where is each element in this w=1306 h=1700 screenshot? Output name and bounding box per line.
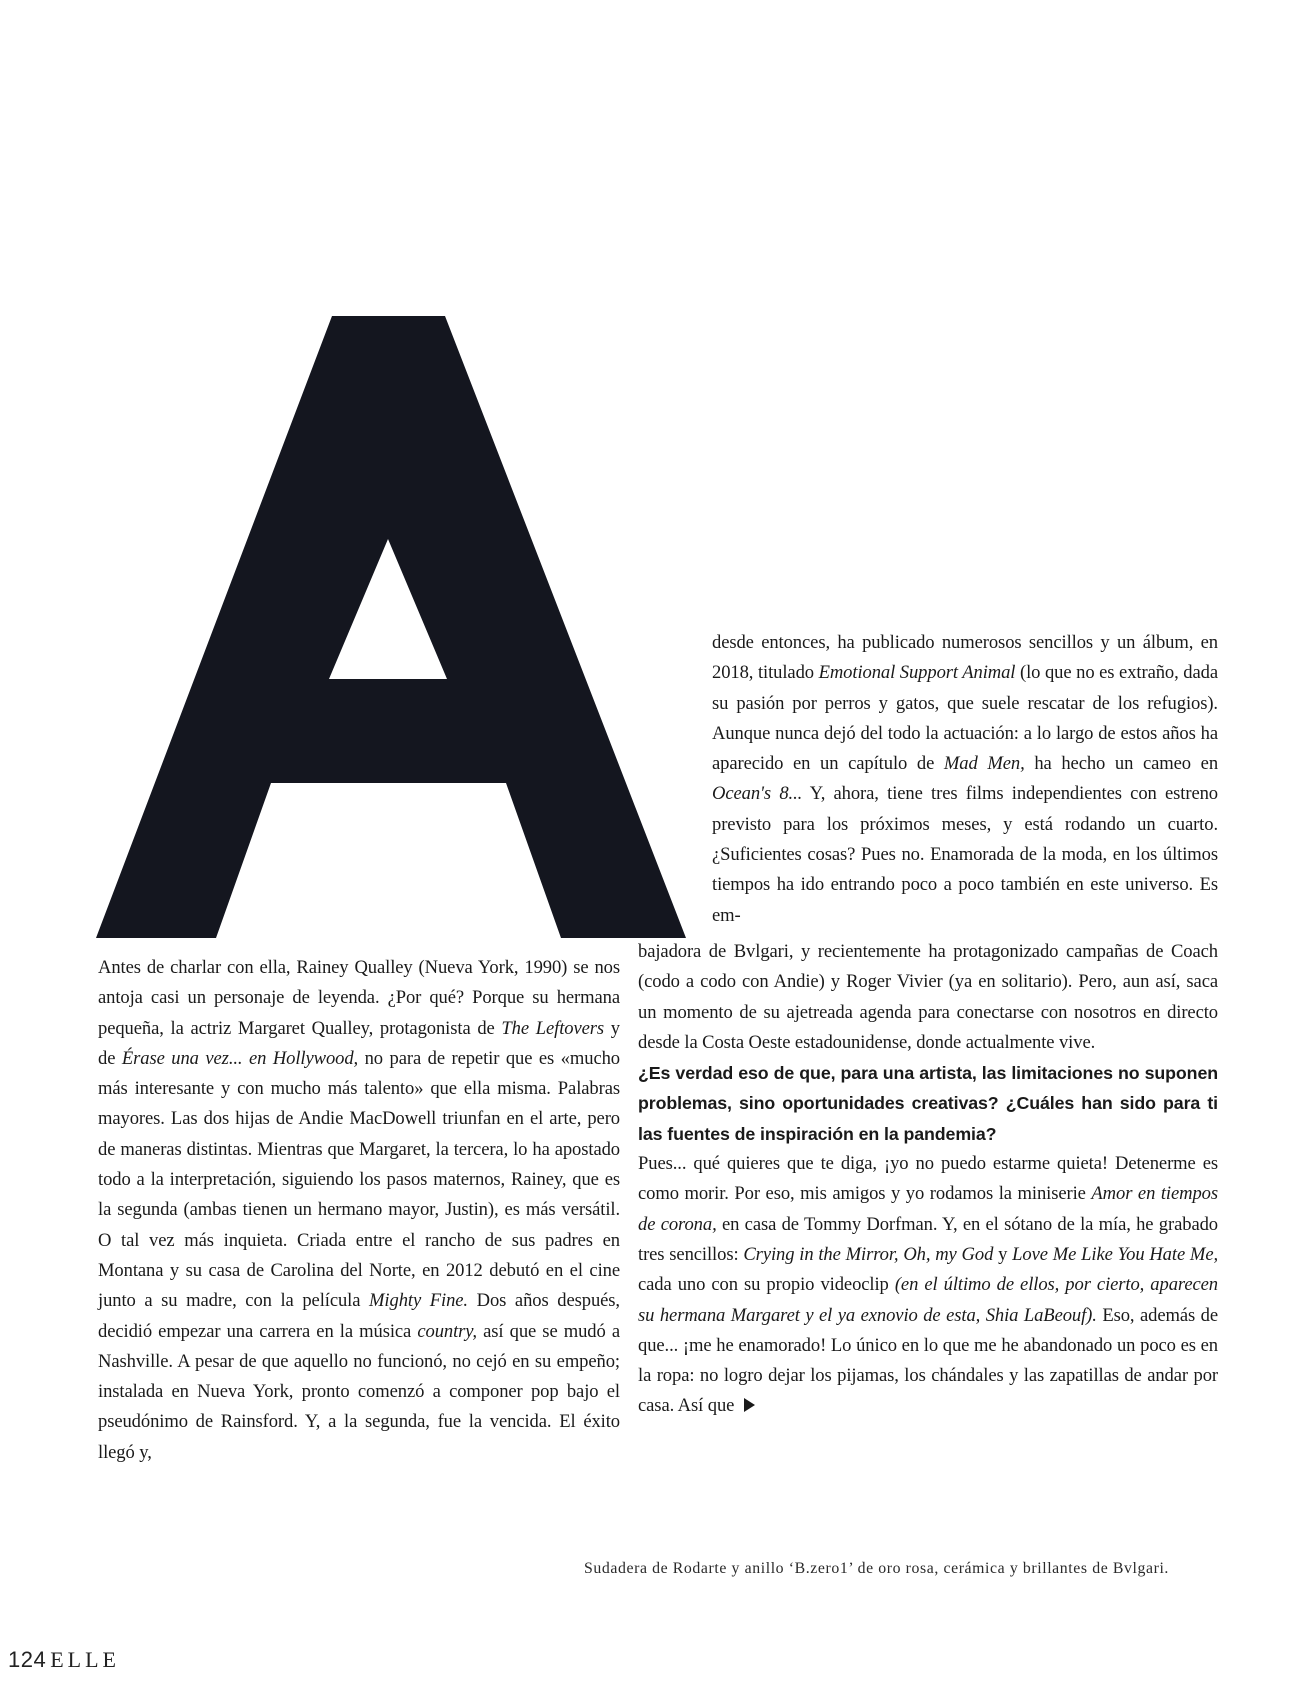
italic-title: Amor en tiempos de corona, — [638, 1183, 1218, 1235]
italic-title: Érase una vez... en Hollywood, — [121, 1047, 359, 1069]
italic-title: Crying in the Mirror, Oh, my God — [743, 1243, 994, 1265]
italic-title: The Leftovers — [501, 1017, 605, 1039]
text-run: y — [993, 1243, 1013, 1265]
text-run: (lo que no es extraño, dada su pasión por perros y gatos, que suele rescatar de los refugios). Aunque nunca dejó del todo la actuación: a lo largo de estos años ha aparecido en un capítulo de — [712, 662, 1218, 775]
page-folio — [8, 1647, 120, 1673]
intro-continuation-paragraph — [638, 937, 1218, 1058]
text-run: desde entonces, ha publicado numerosos sencillos y un álbum, en 2018, titulado — [712, 632, 1218, 684]
interview-question: ¿Es verdad eso de que, para una artista, las limitaciones no suponen problemas, sino oportunidades creativas? ¿Cuáles han sido para ti las fuentes de inspiración en la pandemia? — [638, 1063, 1218, 1144]
body-column-right — [638, 937, 1218, 1422]
italic-title: Emotional Support Animal — [818, 662, 1016, 684]
continue-arrow-icon — [744, 1398, 755, 1412]
continuation-paragraph — [712, 628, 1218, 931]
body-column-right-top — [712, 628, 1218, 931]
page-number: 124 — [8, 1647, 47, 1672]
italic-title: country, — [417, 1320, 477, 1342]
drop-cap-letter-a — [96, 316, 686, 938]
answer-text — [638, 1153, 1218, 1416]
italic-title: (en el último de ellos, por cierto, aparecen su hermana Margaret y el ya exnovio de esta, Shia LaBeouf). — [638, 1274, 1218, 1326]
text-run: Dos años después, decidió empezar una carrera en la música — [98, 1290, 620, 1342]
text-run: y de — [98, 1017, 620, 1069]
body-column-left — [98, 953, 620, 1468]
italic-title: Mad Men, — [943, 753, 1025, 775]
text-run: Eso, además de que... ¡me he enamorado! Lo único en lo que me he abandonado un poco es en la ropa: no logro dejar los pijamas, los chándales y las zapatillas de andar por casa. Así que — [638, 1304, 1219, 1417]
italic-title: Love Me Like You Hate Me, — [1012, 1243, 1219, 1265]
magazine-brand: ELLE — [50, 1647, 120, 1672]
drop-cap-glyph — [96, 316, 686, 938]
text-run: Antes de charlar con ella, Rainey Qualley (Nueva York, 1990) se nos antoja casi un personaje de leyenda. ¿Por qué? Porque su hermana pequeña, la actriz Margaret Qualley, protagonista de — [98, 957, 620, 1039]
photo-caption: Sudadera de Rodarte y anillo ‘B.zero1’ de oro rosa, cerámica y brillantes de Bvlgari. — [584, 1560, 1169, 1577]
text-run: así que se mudó a Nashville. A pesar de que aquello no funcionó, no cejó en su empeño; instalada en Nueva York, pronto comenzó a componer pop bajo el pseudónimo de Rainsford. Y, a la segunda, fue la vencida. El éxito llegó y, — [98, 1320, 620, 1463]
italic-title: Ocean's 8... — [712, 783, 803, 805]
text-run: cada uno con su propio videoclip — [638, 1274, 895, 1296]
intro-paragraph — [98, 953, 620, 1468]
text-run: en casa de Tommy Dorfman. Y, en el sótano de la mía, he grabado tres sencillos: — [638, 1213, 1218, 1265]
text-run: Pues... qué quieres que te diga, ¡yo no puedo estarme quieta! Detenerme es como morir. Por eso, mis amigos y yo rodamos la miniserie — [638, 1153, 1218, 1205]
text-run: Y, ahora, tiene tres films independientes con estreno previsto para los próximos meses, y está rodando un cuarto. ¿Suficientes cosas? Pues no. Enamorada de la moda, en los últimos tiempos ha ido entrando poco a poco también en este universo. Es em- — [712, 783, 1218, 926]
text-run: no para de repetir que es «mucho más interesante y con mucho más talento» que ella misma. Palabras mayores. Las dos hijas de Andie MacDowell triunfan en el arte, pero de maneras distintas. Mientras que Margaret, la tercera, lo ha apostado todo a la interpretación, siguiendo los pasos maternos, Rainey, que es la segunda (ambas tienen un hermano mayor, Justin), es más versátil. O tal vez más inquieta. Criada entre el rancho de sus padres en Montana y su casa de Carolina del Norte, en 2012 debutó en el cine junto a su madre, con la película — [98, 1047, 620, 1312]
text-run: ha hecho un cameo en — [1024, 753, 1219, 775]
interview-answer — [638, 1149, 1218, 1422]
italic-title: Mighty Fine. — [369, 1290, 468, 1312]
text-run: bajadora de Bvlgari, y recientemente ha protagonizado campañas de Coach (codo a codo con Andie) y Roger Vivier (ya en solitario). Pero, aun así, saca un momento de su ajetreada agenda para conectarse con nosotros en directo desde la Costa Oeste estadounidense, donde actualmente vive. — [638, 941, 1218, 1053]
